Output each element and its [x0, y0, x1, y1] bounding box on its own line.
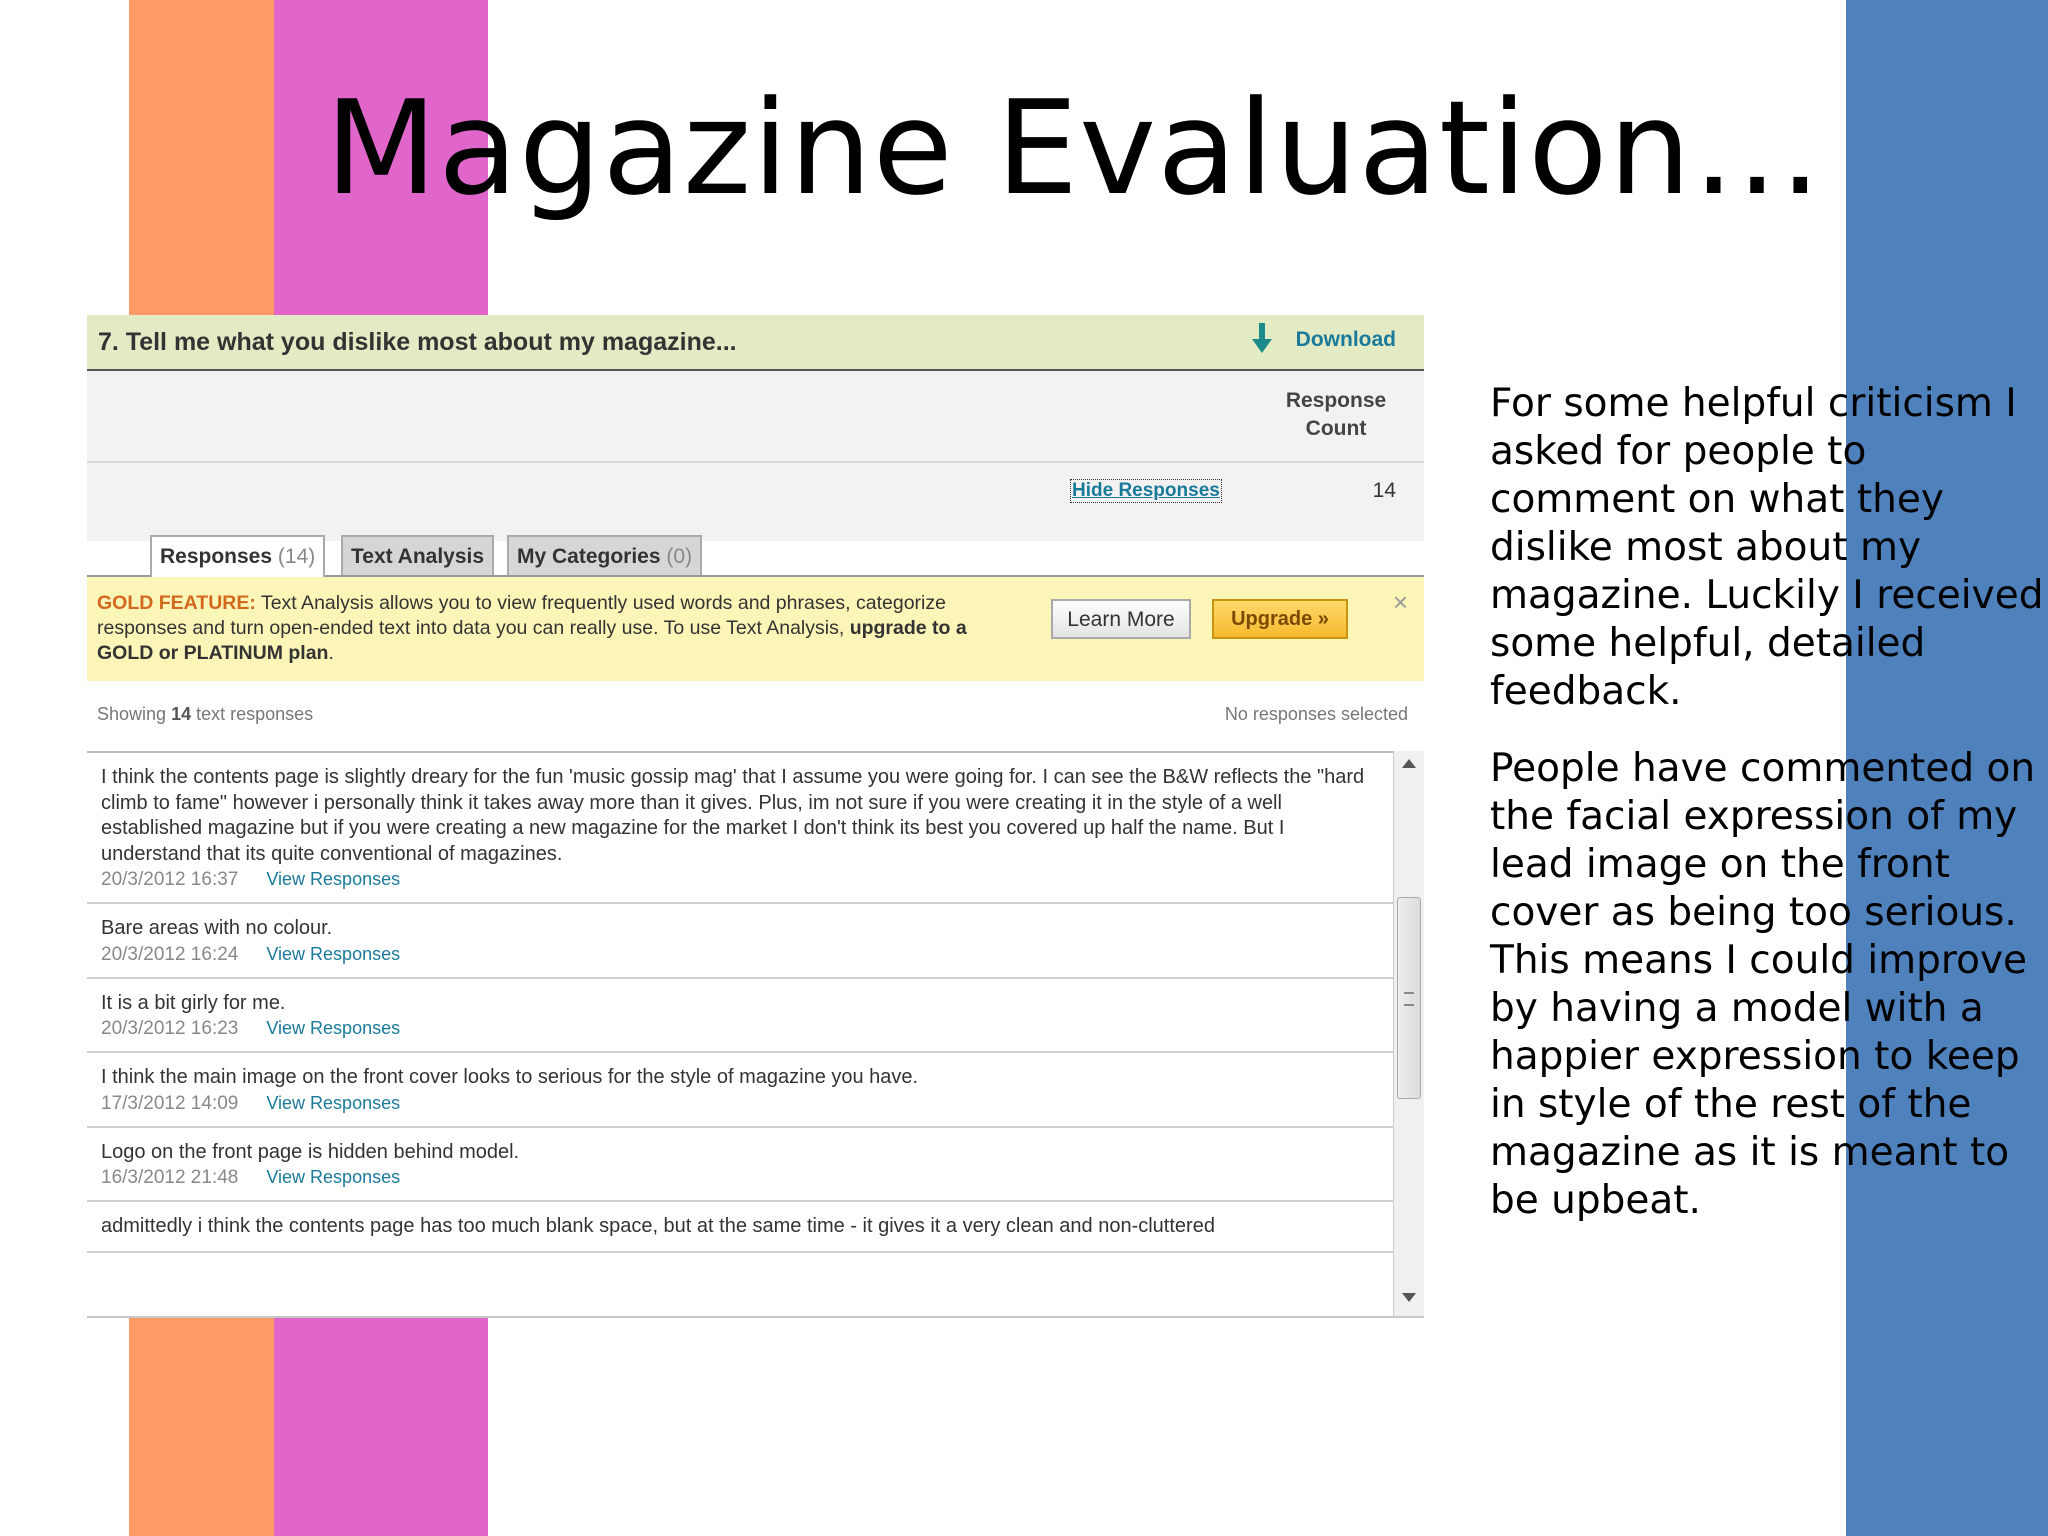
gold-feature-description: Text Analysis allows you to view frequently used words and phrases, categorize responses and turn open-ended text into data you can really use. To use Text Analysis,: [97, 592, 946, 639]
showing-prefix: Showing: [97, 704, 172, 724]
paragraph-criticism: For some helpful criticism I asked for people to comment on what they dislike most about my magazine. Luckily I received some helpful, detailed feedback.: [1490, 381, 2044, 714]
showing-count-text: [97, 704, 313, 725]
response-date: 20/3/2012 16:24: [101, 943, 239, 965]
paragraph-feedback: People have commented on the facial expression of my lead image on the front cover as being too serious. This means I could improve by having a model with a happier expression to keep in style of the rest of the magazine as it is meant to be upbeat.: [1490, 746, 2036, 1223]
response-date: 20/3/2012 16:23: [101, 1018, 239, 1039]
question-header: [87, 315, 1424, 371]
response-meta: [101, 1093, 1380, 1115]
upgrade-button[interactable]: Upgrade »: [1212, 599, 1348, 639]
tab-label: Text Analysis: [351, 545, 485, 568]
list-item[interactable]: [87, 1202, 1394, 1253]
response-text: It is a bit girly for me.: [101, 991, 286, 1014]
slide-body: [1490, 380, 2046, 1254]
gold-feature-banner: [87, 577, 1424, 681]
tab-responses[interactable]: [150, 535, 325, 577]
upgrade-plan-text: upgrade to a GOLD or PLATINUM plan: [97, 617, 967, 664]
response-meta: [101, 944, 1380, 966]
gold-feature-label: GOLD FEATURE:: [97, 592, 256, 614]
question-title: 7. Tell me what you dislike most about my magazine...: [98, 328, 737, 356]
close-icon[interactable]: ×: [1392, 587, 1408, 617]
list-item[interactable]: [87, 1053, 1394, 1128]
view-responses-link[interactable]: View Responses: [266, 943, 401, 964]
download-link[interactable]: Download: [1295, 328, 1396, 351]
tab-bar: [87, 535, 1424, 577]
tab-my-categories[interactable]: [507, 535, 702, 575]
response-date: 17/3/2012 14:09: [101, 1092, 239, 1114]
view-responses-link[interactable]: View Responses: [266, 869, 401, 889]
response-text: I think the main image on the front cover looks to serious for the style of magazine you have.: [101, 1066, 919, 1088]
scroll-thumb[interactable]: [1397, 897, 1421, 1099]
download-arrow-icon[interactable]: [1250, 321, 1274, 355]
response-text: Logo on the front page is hidden behind model.: [101, 1140, 520, 1163]
scroll-up-icon[interactable]: [1402, 759, 1416, 768]
learn-more-button[interactable]: Learn More: [1051, 599, 1191, 639]
selection-status: No responses selected: [1224, 704, 1408, 724]
gold-feature-end: .: [328, 642, 334, 664]
list-item[interactable]: [87, 1128, 1394, 1203]
showing-count: 14: [171, 704, 192, 724]
view-responses-link[interactable]: View Responses: [266, 1167, 401, 1187]
response-count-value: 14: [1372, 479, 1396, 502]
view-responses-link[interactable]: View Responses: [266, 1092, 401, 1113]
response-meta: [101, 869, 1380, 891]
scrollbar[interactable]: [1393, 751, 1424, 1316]
response-date: 20/3/2012 16:37: [101, 869, 239, 890]
tab-label: Responses: [160, 545, 273, 568]
hide-responses-link[interactable]: Hide Responses: [1072, 480, 1220, 501]
view-responses-link[interactable]: View Responses: [266, 1018, 401, 1038]
response-text: I think the contents page is slightly dreary for the fun 'music gossip mag' that I assume you were going for. I can see the B&W reflects the "hard climb to fame" however i personally think it takes away more than it gives. Plus, im not sure if you were creating it in the style of a well established magazine but if you were creating a new magazine for the market I don't think its best you covered up half the name. But I understand that its quite conventional of magazines.: [101, 766, 1365, 865]
grip-icon: [1404, 992, 1414, 1006]
response-date: 16/3/2012 21:48: [101, 1167, 239, 1188]
response-meta: [101, 1018, 1380, 1040]
tab-count: (14): [277, 545, 316, 568]
response-summary: [87, 371, 1424, 541]
tab-count: (0): [666, 545, 693, 568]
response-count-header: Response Count: [1285, 389, 1387, 440]
list-item[interactable]: [87, 904, 1394, 979]
tab-text-analysis[interactable]: [341, 535, 494, 575]
list-item[interactable]: [87, 979, 1394, 1054]
survey-screenshot: [87, 315, 1424, 1318]
list-item[interactable]: [87, 753, 1394, 904]
gold-feature-text: [97, 591, 1017, 666]
response-text: admittedly i think the contents page has too much blank space, but at the same time - it gives it a very clean and non-cluttered: [101, 1215, 1215, 1237]
tab-label: My Categories: [517, 545, 661, 568]
response-text: Bare areas with no colour.: [101, 917, 333, 939]
slide-title: Magazine Evaluation…: [325, 72, 1823, 224]
scroll-down-icon[interactable]: [1402, 1293, 1416, 1302]
response-meta: [101, 1167, 1380, 1189]
showing-suffix: text responses: [191, 704, 314, 724]
responses-list: [87, 751, 1394, 1318]
divider: [87, 461, 1424, 463]
